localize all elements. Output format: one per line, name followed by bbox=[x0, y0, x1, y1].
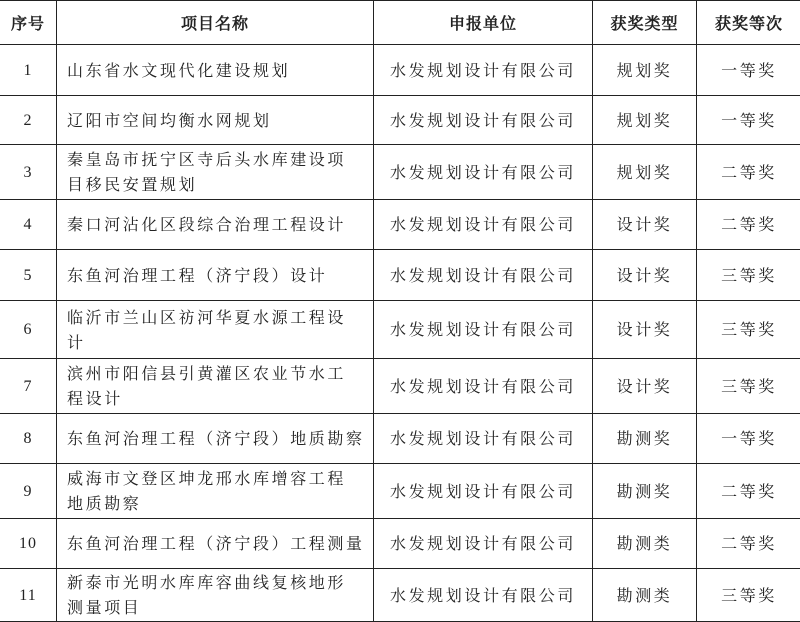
table-row bbox=[0, 250, 800, 301]
award-level: 二等奖 bbox=[697, 519, 800, 569]
row-number: 4 bbox=[0, 200, 57, 250]
header-unit: 申报单位 bbox=[374, 1, 593, 45]
header-row bbox=[0, 1, 800, 45]
award-type: 规划奖 bbox=[593, 96, 697, 145]
applicant-unit: 水发规划设计有限公司 bbox=[374, 45, 593, 96]
table-row bbox=[0, 519, 800, 569]
row-number: 1 bbox=[0, 45, 57, 96]
award-level: 三等奖 bbox=[697, 569, 800, 622]
award-level: 一等奖 bbox=[697, 414, 800, 464]
award-level: 三等奖 bbox=[697, 301, 800, 359]
row-number: 6 bbox=[0, 301, 57, 359]
header-type: 获奖类型 bbox=[593, 1, 697, 45]
project-name: 辽阳市空间均衡水网规划 bbox=[57, 96, 374, 145]
award-type: 勘测奖 bbox=[593, 414, 697, 464]
applicant-unit: 水发规划设计有限公司 bbox=[374, 414, 593, 464]
row-number: 5 bbox=[0, 250, 57, 301]
row-number: 3 bbox=[0, 145, 57, 200]
header-level: 获奖等次 bbox=[697, 1, 800, 45]
award-type: 设计奖 bbox=[593, 250, 697, 301]
project-name: 临沂市兰山区祊河华夏水源工程设 计 bbox=[57, 301, 374, 359]
row-number: 10 bbox=[0, 519, 57, 569]
project-name: 山东省水文现代化建设规划 bbox=[57, 45, 374, 96]
table-row bbox=[0, 145, 800, 200]
project-name: 威海市文登区坤龙邢水库增容工程 地质勘察 bbox=[57, 464, 374, 519]
table-row bbox=[0, 569, 800, 622]
project-name: 东鱼河治理工程（济宁段）地质勘察 bbox=[57, 414, 374, 464]
project-name: 秦皇岛市抚宁区寺后头水库建设项 目移民安置规划 bbox=[57, 145, 374, 200]
table-row bbox=[0, 96, 800, 145]
row-number: 2 bbox=[0, 96, 57, 145]
award-level: 二等奖 bbox=[697, 200, 800, 250]
applicant-unit: 水发规划设计有限公司 bbox=[374, 301, 593, 359]
award-type: 勘测奖 bbox=[593, 464, 697, 519]
award-type: 规划奖 bbox=[593, 145, 697, 200]
applicant-unit: 水发规划设计有限公司 bbox=[374, 145, 593, 200]
row-number: 11 bbox=[0, 569, 57, 622]
applicant-unit: 水发规划设计有限公司 bbox=[374, 250, 593, 301]
applicant-unit: 水发规划设计有限公司 bbox=[374, 96, 593, 145]
award-level: 三等奖 bbox=[697, 250, 800, 301]
row-number: 7 bbox=[0, 359, 57, 414]
applicant-unit: 水发规划设计有限公司 bbox=[374, 464, 593, 519]
header-name: 项目名称 bbox=[57, 1, 374, 45]
applicant-unit: 水发规划设计有限公司 bbox=[374, 569, 593, 622]
award-type: 设计奖 bbox=[593, 359, 697, 414]
award-type: 勘测类 bbox=[593, 569, 697, 622]
award-level: 一等奖 bbox=[697, 45, 800, 96]
award-level: 三等奖 bbox=[697, 359, 800, 414]
project-name: 东鱼河治理工程（济宁段）设计 bbox=[57, 250, 374, 301]
award-type: 设计奖 bbox=[593, 200, 697, 250]
project-name: 东鱼河治理工程（济宁段）工程测量 bbox=[57, 519, 374, 569]
applicant-unit: 水发规划设计有限公司 bbox=[374, 519, 593, 569]
award-type: 设计奖 bbox=[593, 301, 697, 359]
award-level: 二等奖 bbox=[697, 464, 800, 519]
award-type: 勘测类 bbox=[593, 519, 697, 569]
table-row bbox=[0, 414, 800, 464]
award-level: 一等奖 bbox=[697, 96, 800, 145]
table-row bbox=[0, 301, 800, 359]
applicant-unit: 水发规划设计有限公司 bbox=[374, 359, 593, 414]
table-row bbox=[0, 200, 800, 250]
table-row bbox=[0, 45, 800, 96]
project-name: 新泰市光明水库库容曲线复核地形 测量项目 bbox=[57, 569, 374, 622]
project-name: 秦口河沾化区段综合治理工程设计 bbox=[57, 200, 374, 250]
header-no: 序号 bbox=[0, 1, 57, 45]
row-number: 9 bbox=[0, 464, 57, 519]
award-level: 二等奖 bbox=[697, 145, 800, 200]
row-number: 8 bbox=[0, 414, 57, 464]
applicant-unit: 水发规划设计有限公司 bbox=[374, 200, 593, 250]
table-row bbox=[0, 359, 800, 414]
table-row bbox=[0, 464, 800, 519]
project-name: 滨州市阳信县引黄灌区农业节水工 程设计 bbox=[57, 359, 374, 414]
award-type: 规划奖 bbox=[593, 45, 697, 96]
